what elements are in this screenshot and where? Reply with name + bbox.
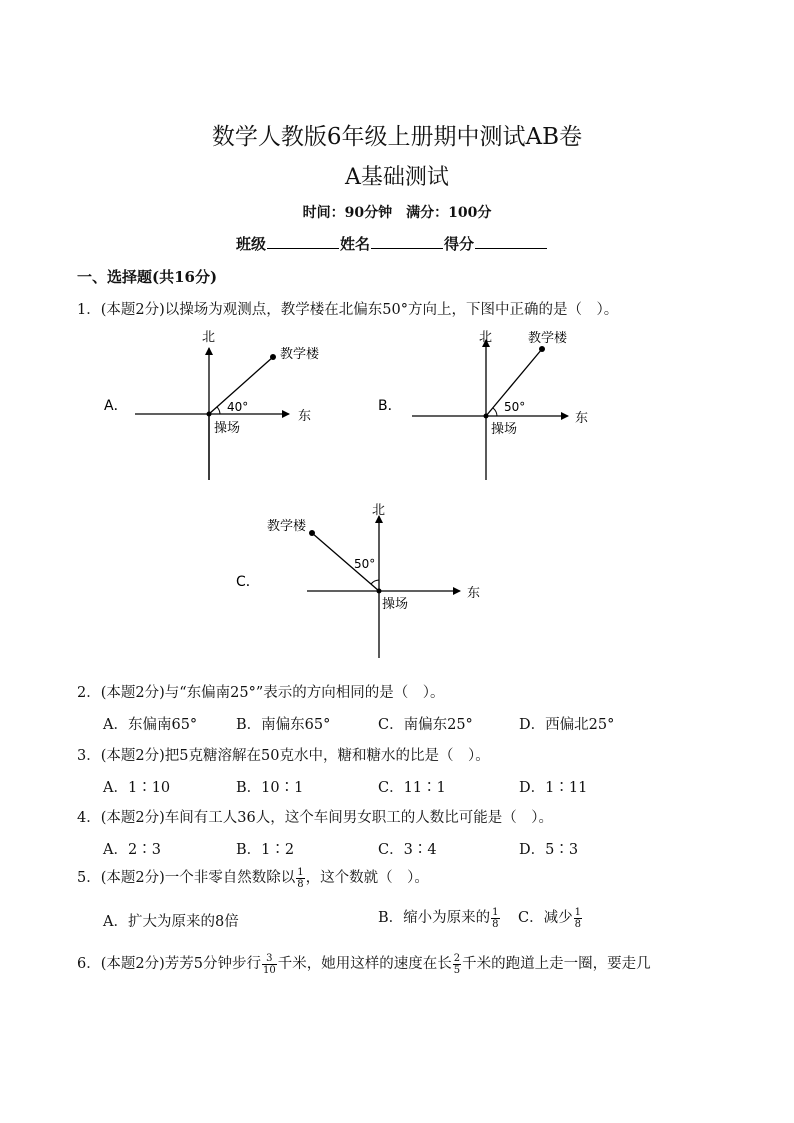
q2-option-a[interactable]: A．东偏南65° [103, 717, 198, 733]
east-label: 东 [467, 586, 481, 601]
class-label: 班级 [236, 235, 267, 253]
q2-option-c[interactable]: C．南偏东25° [378, 717, 473, 733]
option-a-label: A． [104, 398, 128, 414]
page-subtitle: A基础测试 [345, 165, 449, 190]
q5-fraction: $\frac{1}{8}$ [297, 866, 304, 890]
exam-meta: 时间：90分钟 满分：100分 [302, 205, 492, 221]
question-3-stem: 3．(本题2分)把5克糖溶解在50克水中，糖和糖水的比是（ ）。 [77, 748, 490, 764]
q3-option-b[interactable]: B．10∶1 [236, 780, 304, 796]
q3-option-c[interactable]: C．11∶1 [378, 780, 446, 796]
building-label: 教学楼 [267, 519, 307, 534]
angle-arc [493, 408, 497, 416]
option-b-diagram[interactable] [378, 330, 588, 480]
score-label: 得分 [444, 235, 475, 253]
field-label: 操场 [382, 597, 409, 612]
option-c-label: C． [236, 574, 260, 590]
q5-option-c-fraction: $\frac{1}{8}$ [574, 906, 581, 930]
angle-label: 50° [504, 400, 526, 414]
name-blank[interactable] [371, 234, 443, 249]
building-label: 教学楼 [528, 331, 568, 346]
name-label: 姓名 [340, 235, 371, 253]
north-label: 北 [479, 330, 493, 345]
class-blank[interactable] [267, 234, 339, 249]
option-a-diagram[interactable] [104, 330, 320, 480]
north-label: 北 [372, 503, 386, 518]
q5-stem-after: ，这个数就（ ）。 [305, 870, 429, 886]
score-blank[interactable] [475, 234, 547, 249]
north-label: 北 [202, 330, 216, 345]
field-point [484, 414, 489, 419]
q3-option-a[interactable]: A．1∶10 [103, 780, 171, 796]
field-point [377, 589, 382, 594]
question-1-stem: 1．(本题2分)以操场为观测点，教学楼在北偏东50°方向上，下图中正确的是（ ）。 [77, 302, 619, 318]
question-5-stem [77, 866, 429, 890]
q5-option-c[interactable]: C．减少 $\frac{1}{8}$ [518, 906, 581, 930]
east-label: 东 [298, 409, 312, 424]
building-label: 教学楼 [280, 347, 320, 362]
q3-option-d[interactable]: D．1∶11 [519, 780, 588, 796]
q4-option-c[interactable]: C．3∶4 [378, 842, 437, 858]
q4-option-a[interactable]: A．2∶3 [103, 842, 161, 858]
student-fields [236, 233, 548, 254]
q6-fraction-2: $\frac{2}{5}$ [453, 952, 461, 976]
option-c-diagram[interactable] [236, 503, 480, 658]
section-heading: 一、选择题(共16分) [77, 268, 218, 286]
question-4-stem: 4．(本题2分)车间有工人36人，这个车间男女职工的人数比可能是（ ）。 [77, 810, 553, 826]
q2-option-d[interactable]: D．西偏北25° [519, 717, 615, 733]
q5-stem-before: 5．(本题2分)一个非零自然数除以 [77, 870, 296, 886]
page-title: 数学人教版6年级上册期中测试AB卷 [211, 124, 583, 150]
q6-fraction-1: $\frac{3}{10}$ [263, 952, 276, 976]
field-point [207, 412, 212, 417]
building-point [539, 346, 545, 352]
option-b-label: B． [378, 398, 402, 414]
q4-option-d[interactable]: D．5∶3 [519, 842, 579, 858]
angle-arc [371, 580, 379, 584]
field-label: 操场 [214, 421, 241, 436]
q4-option-b[interactable]: B．1∶2 [236, 842, 295, 858]
angle-arc [217, 407, 220, 414]
angle-label: 40° [227, 400, 249, 414]
q5-option-b-fraction: $\frac{1}{8}$ [492, 906, 499, 930]
q2-option-b[interactable]: B．南偏东65° [236, 717, 331, 733]
question-2-stem: 2．(本题2分)与“东偏南25°”表示的方向相同的是（ ）。 [77, 685, 445, 701]
east-label: 东 [575, 411, 589, 426]
angle-label: 50° [354, 557, 376, 571]
q5-option-b[interactable]: B．缩小为原来的 $\frac{1}{8}$ [378, 906, 499, 930]
question-1-diagrams [90, 320, 730, 670]
building-point [270, 354, 276, 360]
question-6-stem: 6．(本题2分)芳芳5分钟步行 $\frac{3}{10}$ 千米，她用这样的速度在长 $\frac{2}{5}$ 千米的跑道上走一圈，要走几 [77, 952, 651, 976]
q5-option-a[interactable]: A．扩大为原来的8倍 [103, 914, 239, 930]
field-label: 操场 [491, 422, 518, 437]
building-point [309, 530, 315, 536]
